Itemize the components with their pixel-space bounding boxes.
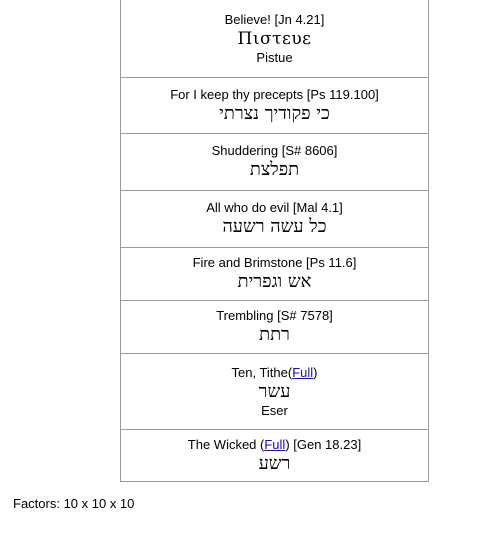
entry-row — [121, 300, 428, 353]
entry-row — [121, 0, 428, 77]
entry-title-text: Fire and Brimstone [Ps 11.6] — [192, 255, 357, 270]
hebrew-text: רתת — [259, 324, 290, 345]
hebrew-text: רשע — [258, 452, 291, 474]
entry-title — [216, 308, 333, 324]
transliteration: Pistue — [256, 49, 293, 65]
entry-title-reference: ) [Gen 18.23] — [285, 436, 362, 452]
entry-title — [193, 255, 357, 271]
entry-title-text: The Wicked ( — [187, 436, 265, 452]
entry-row — [121, 247, 428, 300]
entry-title — [206, 200, 343, 216]
entry-row — [121, 190, 428, 247]
factors-text: Factors: 10 x 10 x 10 — [13, 496, 135, 511]
greek-text: Πιστευε — [237, 28, 312, 49]
entry-title — [232, 365, 318, 381]
hebrew-text: כי פקודיך נצרתי — [219, 102, 330, 124]
hebrew-text: אש וגפרית — [237, 271, 312, 292]
hebrew-text: תפלצת — [249, 159, 300, 180]
entry-title-text: For I keep thy precepts [Ps 119.100] — [170, 86, 379, 102]
entry-row — [121, 353, 428, 429]
entry-row — [121, 429, 428, 481]
entry-title — [212, 143, 338, 159]
hebrew-text: עשר — [258, 380, 291, 402]
entry-title-reference: ) — [313, 364, 318, 380]
hebrew-text: כל עשה רשעה — [222, 216, 327, 237]
entry-title-text: Shuddering [S# 8606] — [211, 143, 338, 158]
entry-row — [121, 133, 428, 190]
full-link[interactable]: Full — [264, 436, 286, 452]
transliteration: Eser — [261, 402, 288, 418]
word-table — [120, 0, 429, 482]
entry-title — [225, 12, 325, 28]
full-link[interactable]: Full — [292, 364, 314, 380]
entry-title-text: Ten, Tithe( — [231, 364, 293, 380]
entry-title — [170, 87, 379, 103]
entry-row — [121, 77, 428, 133]
entry-title-text: Believe! [Jn 4.21] — [224, 11, 325, 27]
entry-title-text: All who do evil [Mal 4.1] — [206, 200, 343, 215]
entry-title — [188, 437, 361, 453]
entry-title-text: Trembling [S# 7578] — [216, 308, 333, 323]
